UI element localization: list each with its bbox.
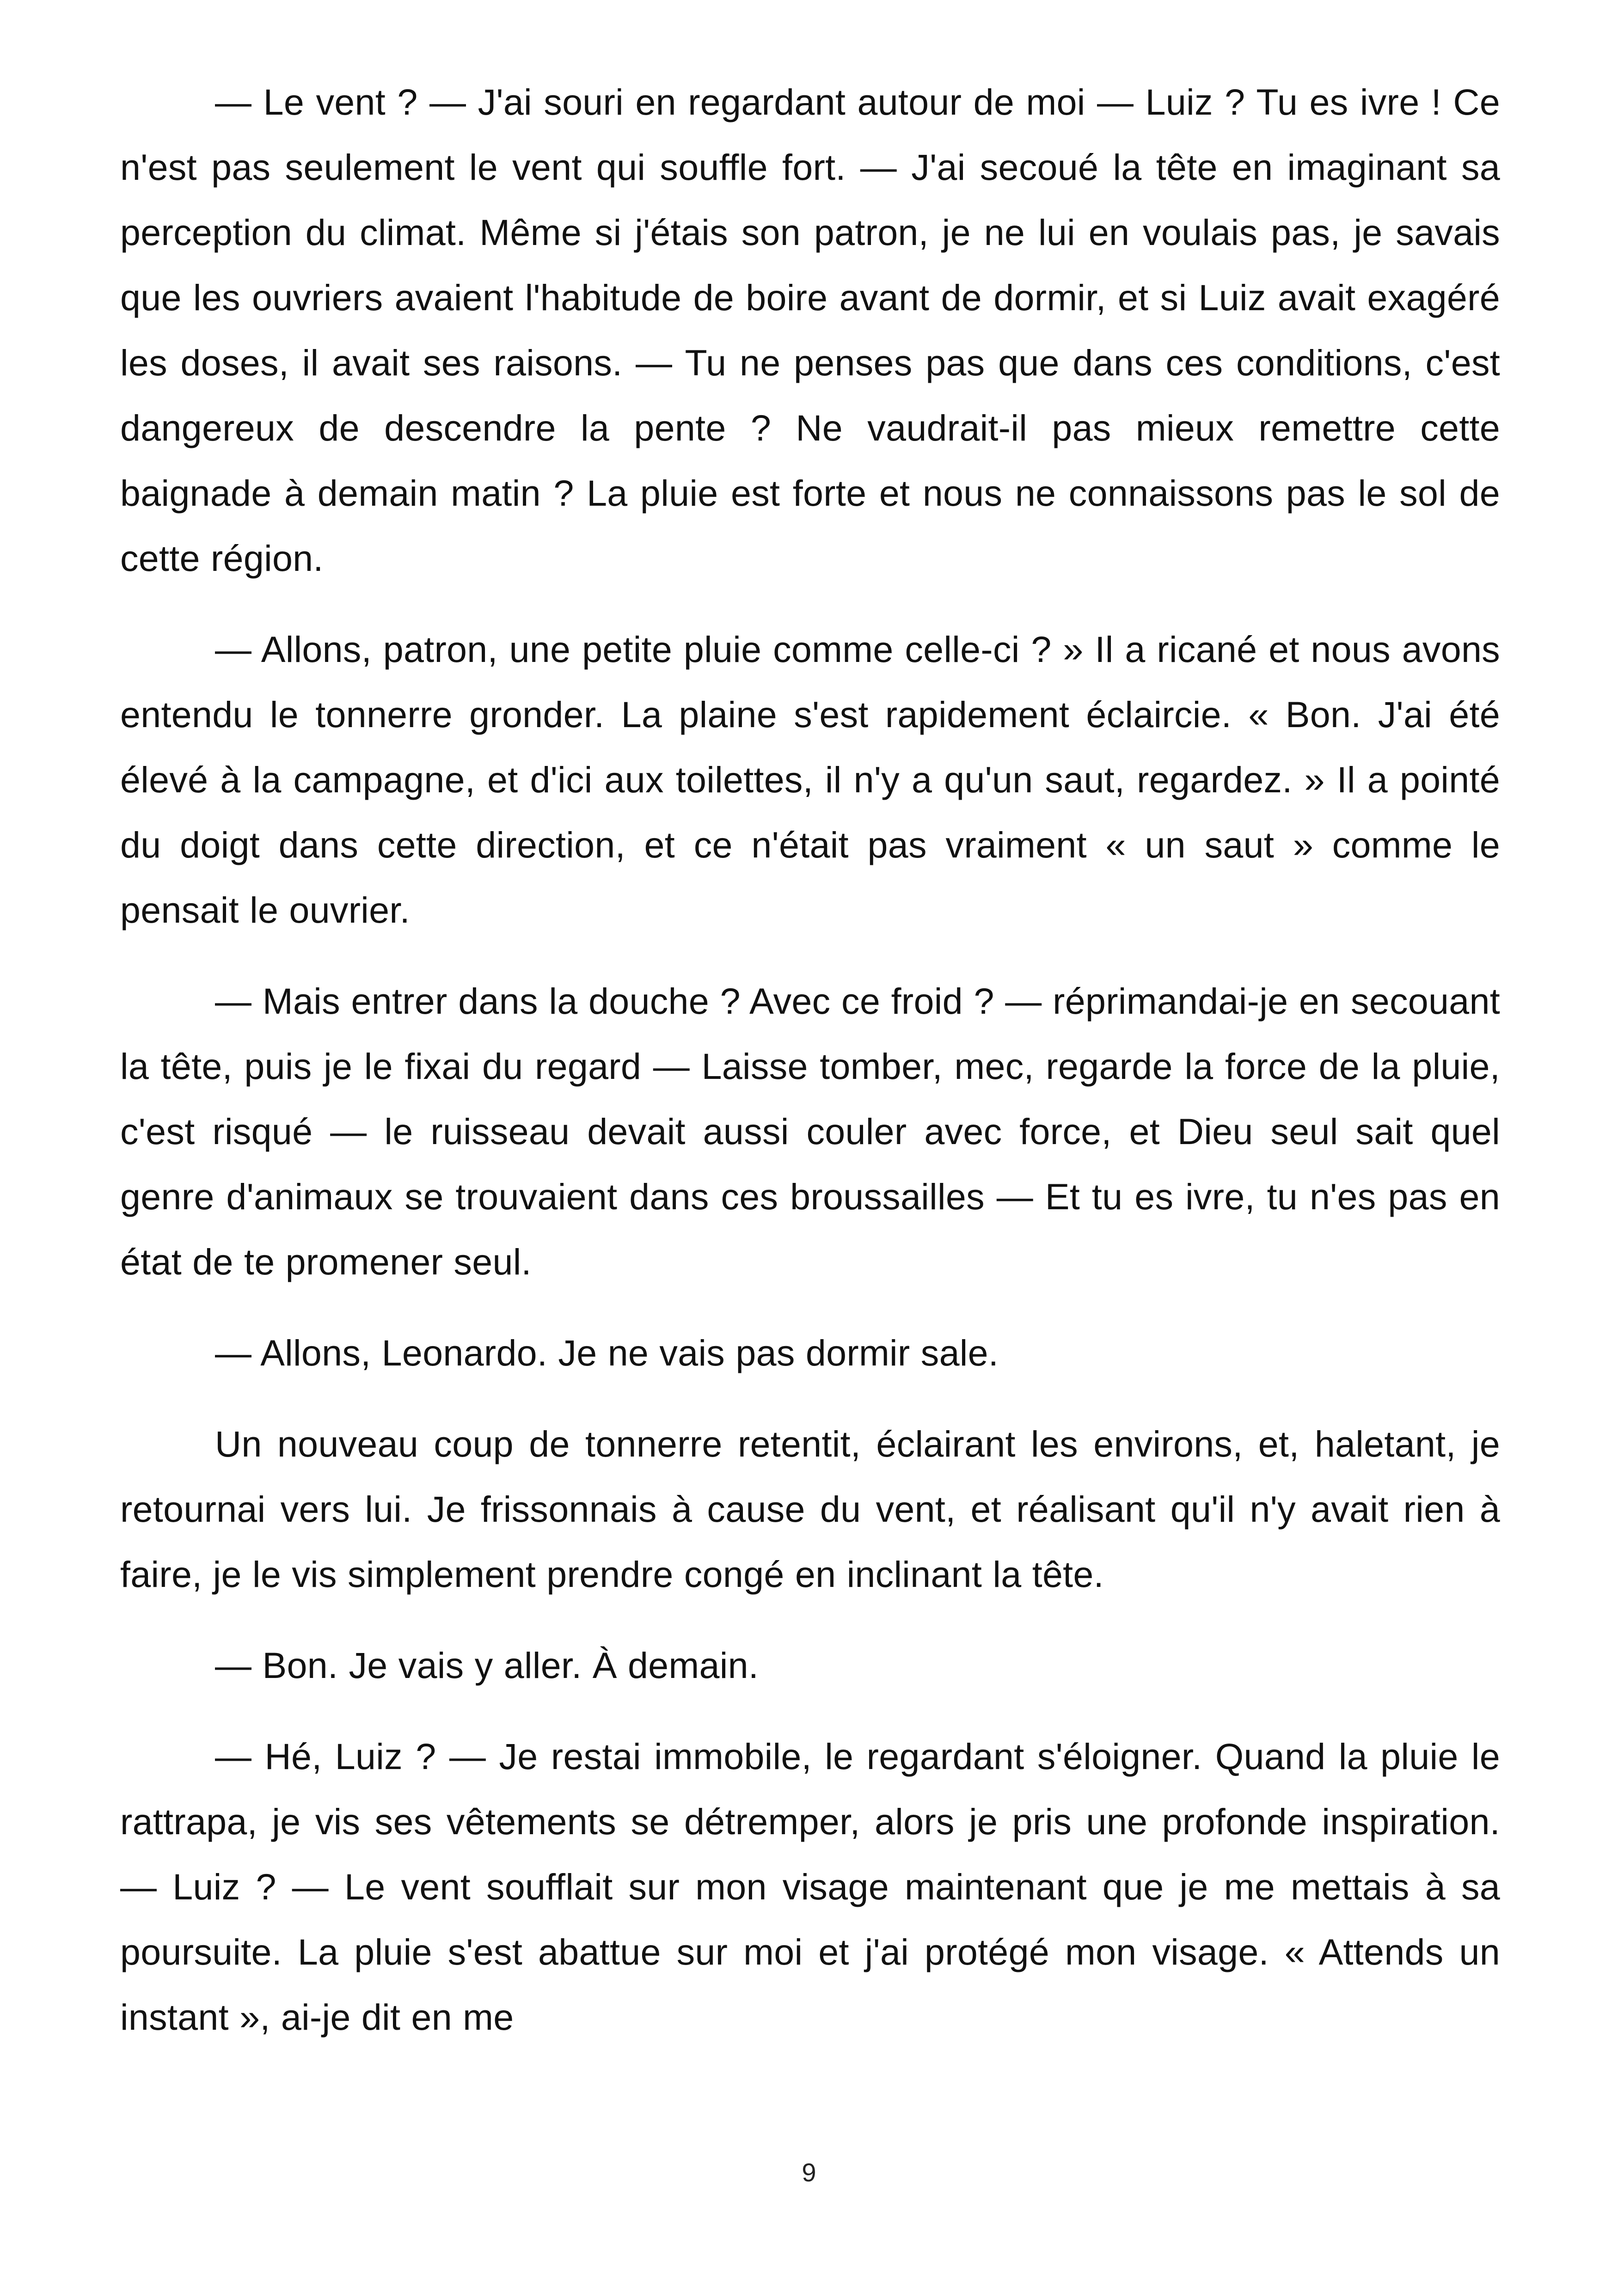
paragraph-4: — Allons, Leonardo. Je ne vais pas dormir sale. <box>215 1332 999 1373</box>
paragraph-2: — Allons, patron, une petite pluie comme celle-ci ? » Il a ricané et nous avons entendu le tonnerre gronder. La plaine s'est rapidement éclaircie. « Bon. J'ai été élevé à la campagne, et d'ici aux toilettes, il n'y a qu'un saut, regardez. » Il a pointé du doigt dans cette direction, et ce n'était pas vraiment « un saut » comme le pensait le ouvrier. <box>120 629 1500 931</box>
page-body <box>120 69 1500 2076</box>
paragraph-3: — Mais entrer dans la douche ? Avec ce froid ? — réprimandai-je en secouant la tête, puis je le fixai du regard — Laisse tomber, mec, regarde la force de la pluie, c'est risqué — le ruisseau devait aussi couler avec force, et Dieu seul sait quel genre d'animaux se trouvaient dans ces broussailles — Et tu es ivre, tu n'es pas en état de te promener seul. <box>120 980 1500 1282</box>
paragraph-7: — Hé, Luiz ? — Je restai immobile, le regardant s'éloigner. Quand la pluie le rattrapa, je vis ses vêtements se détremper, alors je pris une profonde inspiration. — Luiz ? — Le vent soufflait sur mon visage maintenant que je me mettais à sa poursuite. La pluie s'est abattue sur moi et j'ai protégé mon visage. « Attends un instant », ai-je dit en me <box>120 1736 1500 2038</box>
paragraph-1: — Le vent ? — J'ai souri en regardant autour de moi — Luiz ? Tu es ivre ! Ce n'est pas seulement le vent qui souffle fort. — J'ai secoué la tête en imaginant sa perception du climat. Même si j'étais son patron, je ne lui en voulais pas, je savais que les ouvriers avaient l'habitude de boire avant de dormir, et si Luiz avait exagéré les doses, il avait ses raisons. — Tu ne penses pas que dans ces conditions, c'est dangereux de descendre la pente ? Ne vaudrait-il pas mieux remettre cette baignade à demain matin ? La pluie est forte et nous ne connaissons pas le sol de cette région. <box>120 81 1500 579</box>
paragraph-5: Un nouveau coup de tonnerre retentit, éclairant les environs, et, haletant, je retournai vers lui. Je frissonnais à cause du vent, et réalisant qu'il n'y avait rien à faire, je le vis simplement prendre congé en inclinant la tête. <box>120 1423 1500 1595</box>
page-number: 9 <box>802 2158 816 2187</box>
paragraph-6: — Bon. Je vais y aller. À demain. <box>215 1645 759 1686</box>
